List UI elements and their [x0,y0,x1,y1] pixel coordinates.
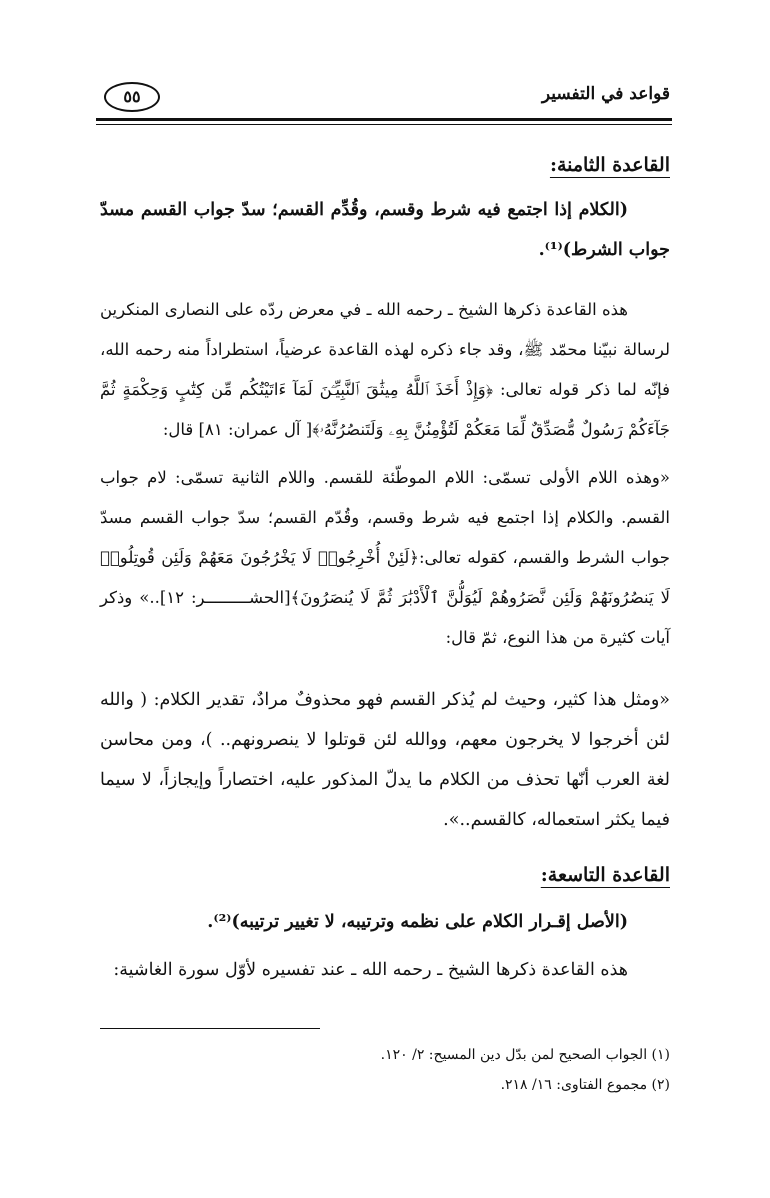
rule-statement-eighth: (الكلام إذا اجتمع فيه شرط وقسم، وقُدِّم القسم؛ سدّ جواب القسم مسدّ جواب الشرط)⁽¹⁾. [100,200,670,260]
paragraph-intro-ninth: هذه القاعدة ذكرها الشيخ ـ رحمه الله ـ عند تفسيره لأوّل سورة الغاشية: [113,960,628,980]
header-rule-thick [96,118,672,121]
page-header [98,78,670,118]
footnotes [100,1040,670,1100]
quote-paragraph-2: «ومثل هذا كثير، وحيث لم يُذكر القسم فهو محذوفٌ مرادٌ، تقدير الكلام: ( والله لئن أخرجوا لا يخرجون معهم، ووالله لئن قوتلوا لا ينصرونهم.. )، ومن محاسن لغة العرب أنّها تحذف من الكلام ما يدلّ المذكور عليه، اختصاراً وإيجازاً، لا سيما فيما يكثر استعماله، كالقسم..». [100,690,670,830]
book-title: قواعد في التفسير [541,84,670,104]
paragraph-intro-eighth: هذه القاعدة ذكرها الشيخ ـ رحمه الله ـ في معرض ردّه على النصارى المنكرين لرسالة نبيّنا محمّد ﷺ، وقد جاء ذكره لهذه القاعدة عرضياً، استطراداً منه رحمه الله، فإنّه لما ذكر قوله تعالى: ﴿وَإِذْ أَخَذَ ٱللَّهُ مِيثَٰقَ ٱلنَّبِيِّـۧنَ لَمَآ ءَاتَيْتُكُم مِّن كِتَٰبٍ وَحِكْمَةٍ ثُمَّ جَآءَكُمْ رَسُولٌ مُّصَدِّقٌ لِّمَا مَعَكُمْ لَتُؤْمِنُنَّ بِهِۦ وَلَتَنصُرُنَّهُۥ﴾[ آل عمران: ٨١] قال: [100,300,670,439]
rule-statement-ninth: (الأصل إقـرار الكلام على نظمه وترتيبه، لا تغيير ترتيبه)⁽²⁾. [207,912,628,932]
footnote-2: (٢) مجموع الفتاوى: ١٦/ ٢١٨. [500,1077,670,1093]
footnote-separator [100,1028,320,1029]
section-heading-ninth: القاعدة التاسعة: [540,864,670,886]
page-number: ٥٥ [104,82,160,112]
quote-paragraph-1: «وهذه اللام الأولى تسمّى: اللام الموطّئة للقسم. واللام الثانية تسمّى: لام جواب القسم. والكلام إذا اجتمع فيه شرط وقسم، وقُدّم القسم؛ سدّ جواب القسم مسدّ جواب الشرط والقسم، كقوله تعالى:﴿لَئِنْ أُخْرِجُوا۟ لَا يَخْرُجُونَ مَعَهُمْ وَلَئِن قُوتِلُوا۟ لَا يَنصُرُونَهُمْ وَلَئِن نَّصَرُوهُمْ لَيُوَلُّنَّ ٱلْأَدْبَٰرَ ثُمَّ لَا يُنصَرُونَ﴾[الحشـــــــــر: ١٢]..» وذكر آيات كثيرة من هذا النوع، ثمّ قال: [100,468,670,647]
header-rule-thin [96,124,672,125]
footnote-1: (١) الجواب الصحيح لمن بدّل دين المسيح: ٢/ ١٢٠. [380,1047,670,1063]
section-heading-eighth: القاعدة الثامنة: [549,154,670,176]
